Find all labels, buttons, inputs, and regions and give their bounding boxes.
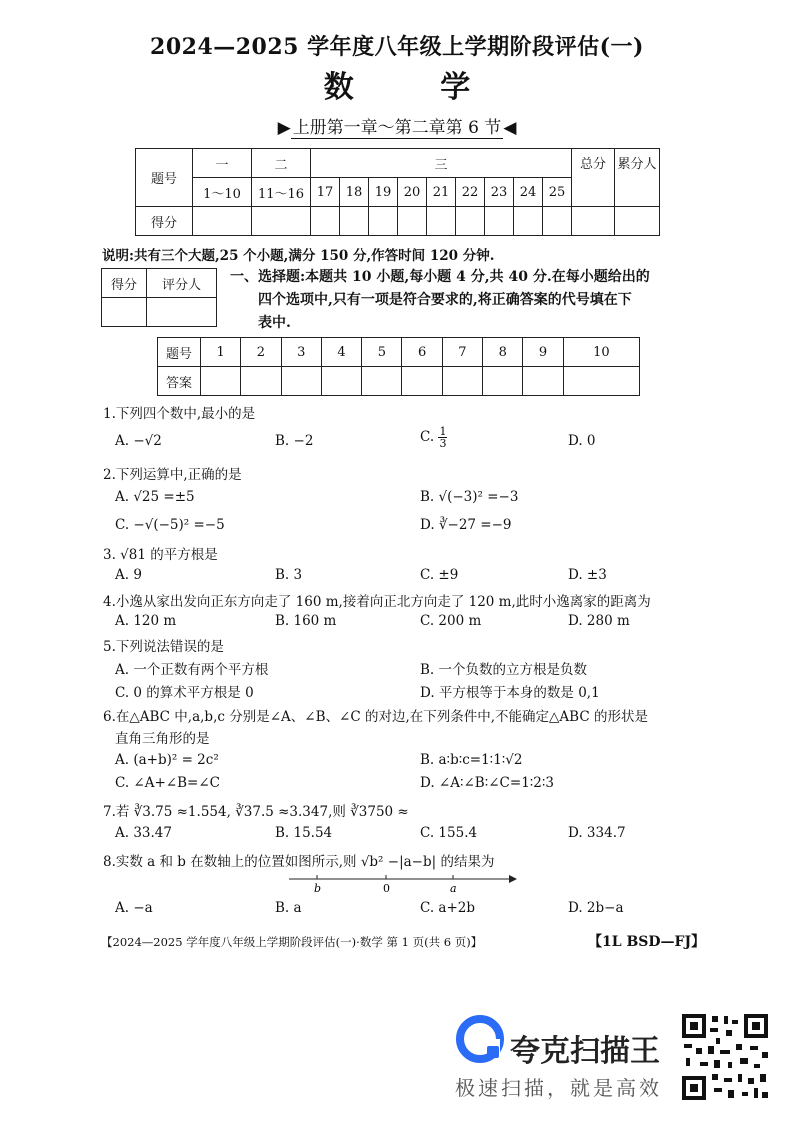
answer-row-label: 答案: [158, 367, 201, 396]
q4-option-b: B. 160 m: [275, 613, 337, 629]
answer-cell: [241, 367, 281, 396]
q4-option-a: A. 120 m: [115, 613, 177, 629]
q4-option-c: C. 200 m: [420, 613, 482, 629]
chapter-scope: [0, 113, 794, 138]
q7-option-c: C. 155.4: [420, 825, 478, 841]
answer-num-5: 5: [362, 338, 402, 367]
scanner-logo-icon: [455, 1014, 505, 1064]
qr-code-icon: [680, 1012, 770, 1102]
answer-num-9: 9: [523, 338, 563, 367]
question-8-stem: 8.实数 a 和 b 在数轴上的位置如图所示,则 √b² −|a−b| 的结果为: [103, 854, 495, 870]
qnum-17: 17: [311, 178, 340, 207]
answer-cell: [321, 367, 361, 396]
scope-text: 上册第一章～第二章第 6 节: [292, 118, 502, 138]
qnum-19: 19: [369, 178, 398, 207]
score-cell: [311, 207, 340, 236]
q1-option-c-fraction: [438, 426, 447, 449]
answer-cell: [281, 367, 321, 396]
q7-option-a: A. 33.47: [115, 825, 172, 841]
q1-option-c-prefix: C.: [420, 429, 435, 445]
answer-num-8: 8: [483, 338, 523, 367]
section-3-header: 三: [311, 149, 572, 178]
q8-option-b: B. a: [275, 900, 302, 916]
score-cell: [398, 207, 427, 236]
q2-option-a: A. √25 =±5: [115, 489, 195, 505]
scope-left-marker: ▶: [277, 118, 291, 138]
section-score-table: [101, 268, 217, 327]
answer-cell: [563, 367, 639, 396]
answer-num-4: 4: [321, 338, 361, 367]
range-1: 1～10: [193, 178, 252, 207]
score-cell: [615, 207, 660, 236]
subject-title: 数 学: [323, 70, 509, 105]
q6-option-d: D. ∠A∶∠B∶∠C=1∶2∶3: [420, 775, 554, 791]
section-1-line-1: 一、选择题:本题共 10 小题,每小题 4 分,共 40 分.在每小题给出的: [230, 269, 650, 285]
answer-num-1: 1: [201, 338, 241, 367]
question-1-stem: 1.下列四个数中,最小的是: [103, 406, 256, 422]
answer-num-10: 10: [563, 338, 639, 367]
score-table-tihao: 题号: [136, 149, 193, 207]
answer-table: [157, 337, 640, 396]
q5-option-c: C. 0 的算术平方根是 0: [115, 685, 254, 701]
section-1-line-3: 表中.: [258, 315, 291, 331]
watermark-brand: 夸克扫描王: [510, 1034, 660, 1069]
answer-cell: [362, 367, 402, 396]
number-line-arrow: [509, 875, 517, 883]
score-cell: [485, 207, 514, 236]
q4-option-d: D. 280 m: [568, 613, 630, 629]
score-cell: [427, 207, 456, 236]
q2-option-d: D. ∛−27 =−9: [420, 517, 512, 533]
score-row-label: 得分: [136, 207, 193, 236]
score-cell: [456, 207, 485, 236]
q7-option-d: D. 334.7: [568, 825, 626, 841]
label-b: b: [314, 882, 322, 895]
answer-num-3: 3: [281, 338, 321, 367]
reviewer-header: 累分人: [615, 149, 660, 207]
q3-option-b: B. 3: [275, 567, 303, 583]
watermark-slogan: 极速扫描，就是高效: [455, 1076, 662, 1100]
mini-reviewer-label: 评分人: [147, 269, 217, 298]
score-cell: [543, 207, 572, 236]
q5-option-b: B. 一个负数的立方根是负数: [420, 662, 588, 678]
answer-table-tihao: 题号: [158, 338, 201, 367]
q1-c-numerator: 1: [439, 425, 447, 438]
score-cell: [572, 207, 615, 236]
page-footer: 【2024—2025 学年度八年级上学期阶段评估(一)·数学 第 1 页(共 6 页)】: [101, 935, 483, 949]
section-1-line-2: 四个选项中,只有一项是符合要求的,将正确答案的代号填在下: [258, 292, 632, 308]
mini-score-label: 得分: [102, 269, 147, 298]
qnum-20: 20: [398, 178, 427, 207]
q6-option-c: C. ∠A+∠B=∠C: [115, 775, 220, 791]
label-a: a: [450, 882, 457, 895]
q8-option-d: D. 2b−a: [568, 900, 624, 916]
qnum-22: 22: [456, 178, 485, 207]
q6-option-b: B. a∶b∶c=1∶1∶√2: [420, 752, 523, 768]
answer-cell: [483, 367, 523, 396]
score-cell: [514, 207, 543, 236]
exam-title: 2024—2025 学年度八年级上学期阶段评估(一): [150, 34, 644, 60]
q3-option-a: A. 9: [115, 567, 142, 583]
total-header: 总分: [572, 149, 615, 207]
q7-option-b: B. 15.54: [275, 825, 333, 841]
question-2-stem: 2.下列运算中,正确的是: [103, 467, 242, 483]
answer-cell: [201, 367, 241, 396]
score-cell: [193, 207, 252, 236]
q6-option-a: A. (a+b)² = 2c²: [115, 752, 219, 768]
section-1-header: 一: [193, 149, 252, 178]
score-table: [135, 148, 660, 236]
q1-option-d: D. 0: [568, 433, 596, 449]
mini-score-cell: [102, 298, 147, 327]
q3-option-d: D. ±3: [568, 567, 607, 583]
qnum-24: 24: [514, 178, 543, 207]
question-3-stem: 3. √81 的平方根是: [103, 547, 218, 563]
question-6-stem-cont: 直角三角形的是: [115, 731, 210, 747]
answer-num-7: 7: [442, 338, 482, 367]
section-2-header: 二: [252, 149, 311, 178]
qnum-18: 18: [340, 178, 369, 207]
q5-option-d: D. 平方根等于本身的数是 0,1: [420, 685, 600, 701]
q1-option-c: [420, 426, 447, 449]
range-2: 11～16: [252, 178, 311, 207]
q1-option-b: B. −2: [275, 433, 314, 449]
number-line-figure: [285, 870, 525, 896]
question-6-stem: 6.在△ABC 中,a,b,c 分别是∠A、∠B、∠C 的对边,在下列条件中,不能确定△ABC 的形状是: [103, 709, 648, 725]
q1-c-denominator: 3: [439, 437, 447, 450]
question-5-stem: 5.下列说法错误的是: [103, 639, 224, 655]
section-1-instructions: [230, 266, 660, 335]
scope-right-marker: ◀: [503, 118, 517, 138]
answer-cell: [442, 367, 482, 396]
q2-option-c: C. −√(−5)² =−5: [115, 517, 225, 533]
answer-num-2: 2: [241, 338, 281, 367]
label-0: 0: [383, 882, 390, 895]
page-code: 【1L BSD—FJ】: [588, 934, 706, 950]
score-cell: [252, 207, 311, 236]
answer-num-6: 6: [402, 338, 442, 367]
qnum-23: 23: [485, 178, 514, 207]
q2-option-b: B. √(−3)² =−3: [420, 489, 519, 505]
q1-option-a: A. −√2: [115, 433, 162, 449]
exam-note: 说明:共有三个大题,25 个小题,满分 150 分,作答时间 120 分钟.: [102, 248, 495, 264]
q8-option-a: A. −a: [115, 900, 153, 916]
q3-option-c: C. ±9: [420, 567, 459, 583]
q8-option-c: C. a+2b: [420, 900, 476, 916]
mini-reviewer-cell: [147, 298, 217, 327]
q5-option-a: A. 一个正数有两个平方根: [115, 662, 269, 678]
qnum-21: 21: [427, 178, 456, 207]
answer-cell: [402, 367, 442, 396]
question-7-stem: 7.若 ∛3.75 ≈1.554, ∛37.5 ≈3.347,则 ∛3750 ≈: [103, 804, 409, 820]
score-cell: [340, 207, 369, 236]
question-4-stem: 4.小逸从家出发向正东方向走了 160 m,接着向正北方向走了 120 m,此时小逸离家的距离为: [103, 594, 651, 610]
answer-cell: [523, 367, 563, 396]
qnum-25: 25: [543, 178, 572, 207]
score-cell: [369, 207, 398, 236]
